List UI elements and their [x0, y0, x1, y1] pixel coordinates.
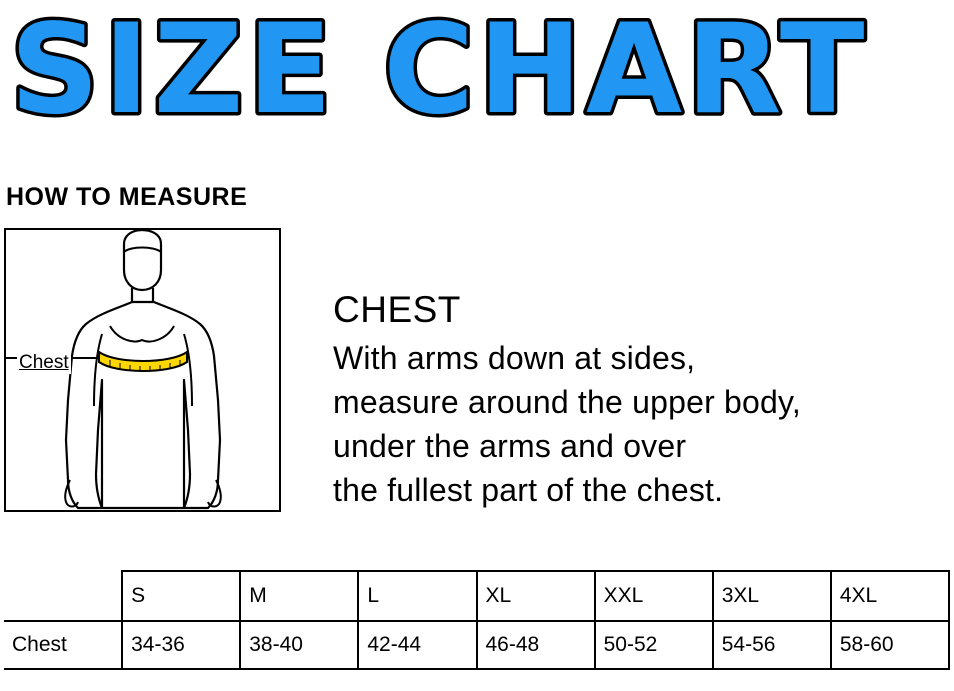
table-row	[4, 621, 949, 669]
column-header-3xl: 3XL	[713, 571, 831, 621]
chest-diagram-label: Chest	[19, 352, 69, 373]
cell-chest-xl: 46-48	[477, 621, 595, 669]
cell-chest-l: 42-44	[358, 621, 476, 669]
cell-chest-s: 34-36	[122, 621, 240, 669]
size-table-container	[4, 570, 950, 670]
measurement-description	[333, 288, 943, 512]
column-header-m: M	[240, 571, 358, 621]
column-header-4xl: 4XL	[831, 571, 949, 621]
cell-chest-xxl: 50-52	[595, 621, 713, 669]
size-table	[4, 570, 950, 670]
column-header-xxl: XXL	[595, 571, 713, 621]
description-line-3: under the arms and over	[333, 428, 687, 464]
how-to-measure-heading: HOW TO MEASURE	[6, 183, 248, 211]
row-header-chest: Chest	[4, 621, 122, 669]
page-title: SIZE CHART	[10, 0, 869, 142]
page-title-banner	[0, 0, 954, 150]
description-heading: CHEST	[333, 289, 461, 330]
cell-chest-4xl: 58-60	[831, 621, 949, 669]
description-line-4: the fullest part of the chest.	[333, 472, 724, 508]
column-header-xl: XL	[477, 571, 595, 621]
title-graphic	[0, 0, 954, 150]
head-shape	[124, 230, 161, 290]
table-corner-cell	[4, 571, 122, 621]
description-line-1: With arms down at sides,	[333, 340, 696, 376]
table-header-row	[4, 571, 949, 621]
description-line-2: measure around the upper body,	[333, 384, 801, 420]
cell-chest-3xl: 54-56	[713, 621, 831, 669]
column-header-s: S	[122, 571, 240, 621]
column-header-l: L	[358, 571, 476, 621]
body-shape	[66, 302, 220, 508]
cell-chest-m: 38-40	[240, 621, 358, 669]
